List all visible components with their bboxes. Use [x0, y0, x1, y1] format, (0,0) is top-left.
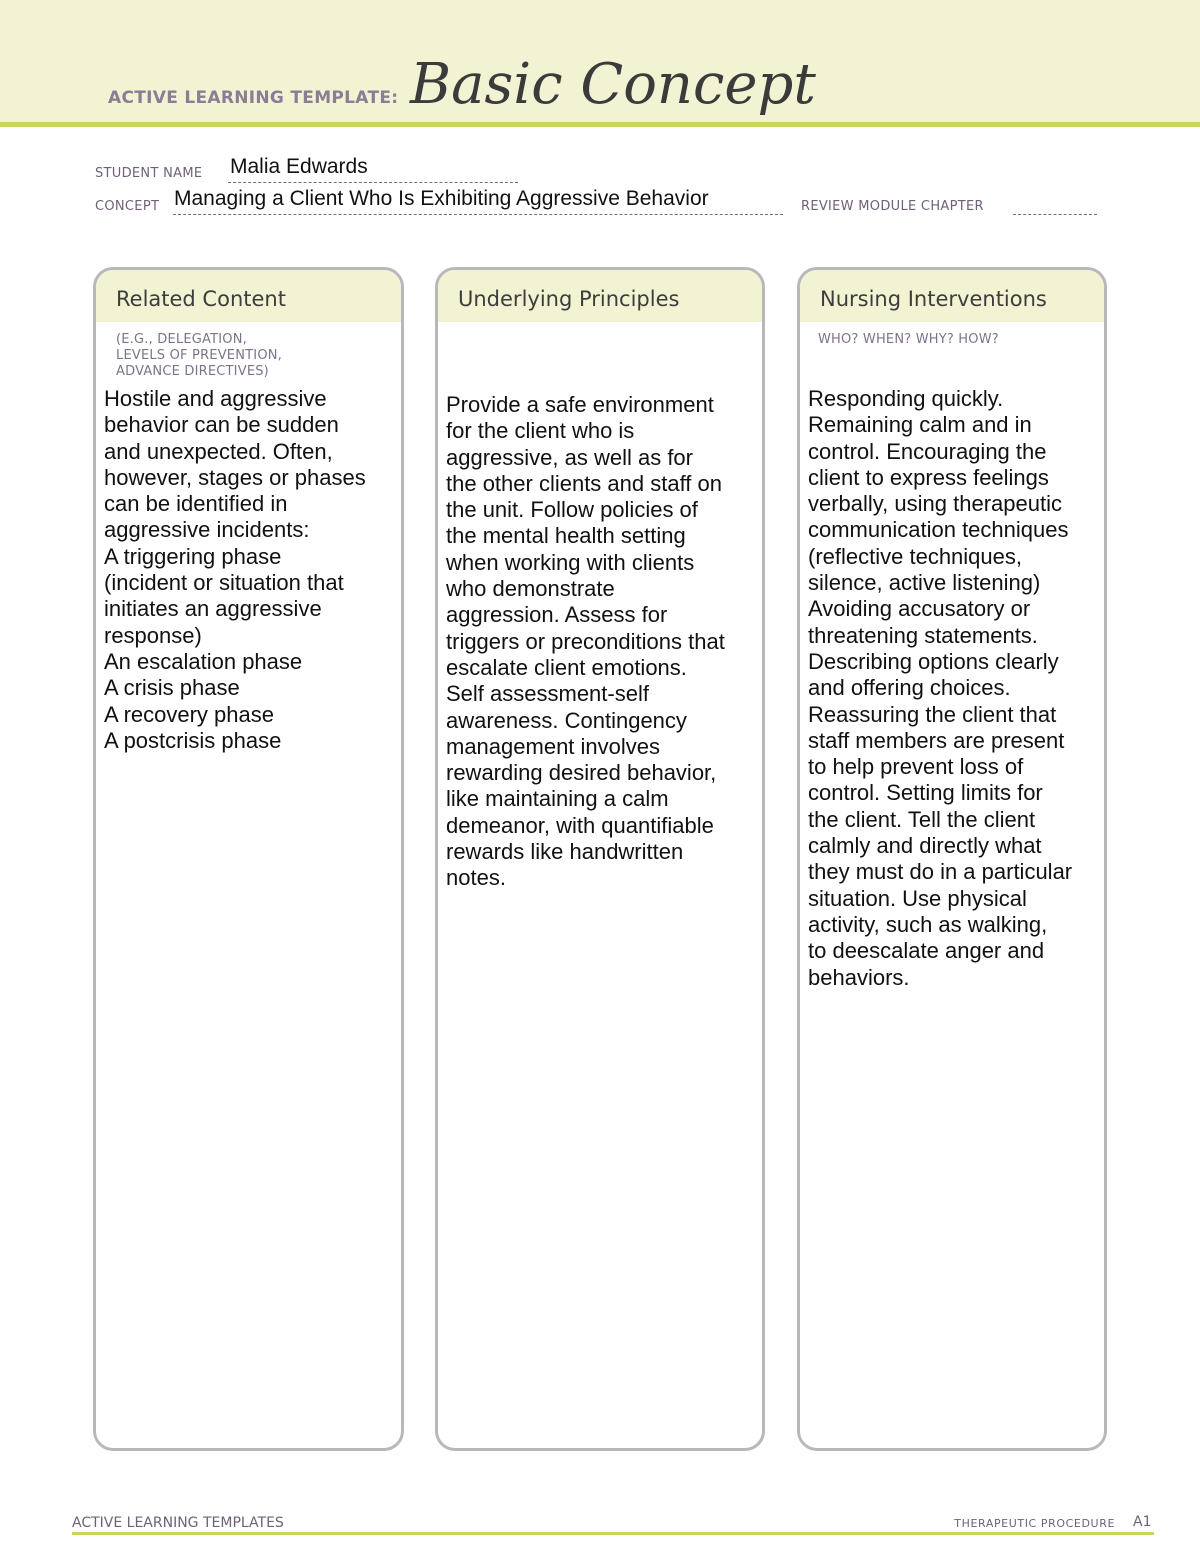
concept-label: CONCEPT	[95, 199, 160, 214]
page-title: Basic Concept	[410, 52, 816, 117]
nursing-interventions-body[interactable]: Responding quickly. Remaining calm and in control. Encouraging the client to express feelings verbally, using therapeutic communication techniques (reflective techniques, silence, active listening) Avoiding accusatory or threatening statements. Describing options clearly and offering choices. Reassuring the client that staff members are present to help prevent loss of control. Setting limits for the client. Tell the client calmly and directly what they must do in a particular situation. Use physical activity, such as walking, to deescalate anger and behaviors.	[808, 386, 1073, 990]
nursing-interventions-heading: Nursing Interventions	[800, 270, 1104, 322]
header-rule	[0, 122, 1200, 127]
footer-rule	[72, 1532, 1154, 1535]
concept-line	[173, 214, 783, 215]
footer-page-number: A1	[1133, 1514, 1152, 1530]
underlying-principles-heading: Underlying Principles	[438, 270, 762, 322]
related-content-subheading: (E.G., DELEGATION, LEVELS OF PREVENTION, ADVANCE DIRECTIVES)	[116, 332, 283, 379]
footer-right: THERAPEUTIC PROCEDURE	[954, 1517, 1115, 1530]
review-module-line	[1013, 214, 1097, 215]
concept-field[interactable]: Managing a Client Who Is Exhibiting Aggressive Behavior	[174, 187, 709, 210]
student-name-line	[228, 182, 518, 183]
nursing-interventions-column	[797, 267, 1107, 1451]
related-content-body[interactable]: Hostile and aggressive behavior can be sudden and unexpected. Often, however, stages or phases can be identified in aggressive incidents: A triggering phase (incident or situation that initiates an aggressive response) An escalation phase A crisis phase A recovery phase A postcrisis phase	[104, 386, 366, 753]
underlying-principles-column	[435, 267, 765, 1451]
underlying-principles-body[interactable]: Provide a safe environment for the client who is aggressive, as well as for the other clients and staff on the unit. Follow policies of the mental health setting when working with clients who demonstrate aggression. Assess for triggers or preconditions that escalate client emotions. Self assessment-self awareness. Contingency management involves rewarding desired behavior, like maintaining a calm demeanor, with quantifiable rewards like handwritten notes.	[446, 392, 725, 891]
footer-left: ACTIVE LEARNING TEMPLATES	[72, 1515, 284, 1531]
related-content-column	[93, 267, 404, 1451]
template-label: ACTIVE LEARNING TEMPLATE:	[108, 88, 399, 108]
nursing-interventions-subheading: WHO? WHEN? WHY? HOW?	[818, 332, 999, 347]
student-name-field[interactable]: Malia Edwards	[230, 155, 368, 178]
student-name-label: STUDENT NAME	[95, 166, 203, 181]
related-content-heading: Related Content	[96, 270, 401, 322]
review-module-label: REVIEW MODULE CHAPTER	[801, 199, 984, 214]
